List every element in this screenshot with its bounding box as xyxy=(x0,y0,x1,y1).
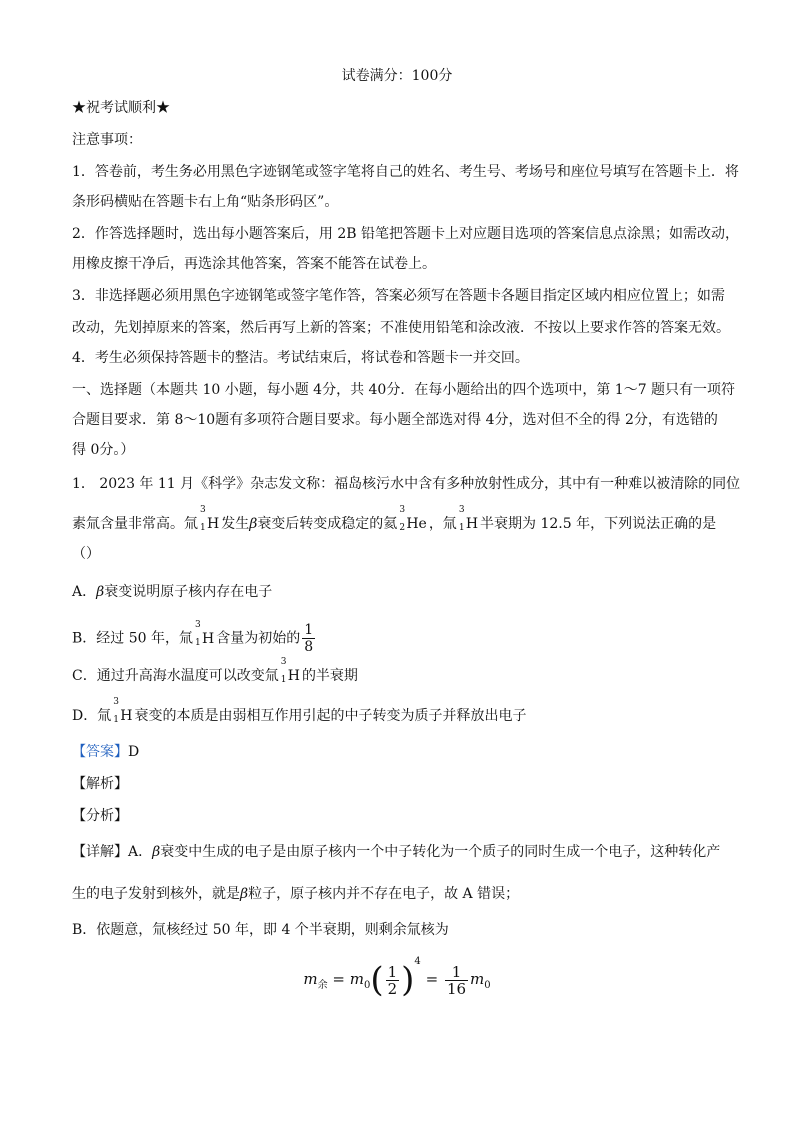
equals-sign: = xyxy=(332,970,345,988)
fraction xyxy=(445,964,468,997)
notice-line: 4．考生必须保持答题卡的整洁。考试结束后，将试卷和答题卡一并交回。 xyxy=(72,350,529,366)
denominator: 2 xyxy=(387,979,398,998)
atomic-number: 1 xyxy=(195,637,201,648)
text: 粒子，原子核内并不存在电子，故 A 错误； xyxy=(248,886,520,902)
option-text: 的半衰期 xyxy=(301,668,358,684)
analysis-tag: 【解析】 xyxy=(72,776,128,792)
subscript: 0 xyxy=(484,980,491,991)
option-label: C．通过升高海水温度可以改变氚 xyxy=(72,668,279,684)
option-text: 衰变的本质是由弱相互作用引起的中子转变为质子并释放出电子 xyxy=(134,708,527,724)
numerator: 1 xyxy=(387,962,398,981)
tritium-nuclide xyxy=(458,505,479,534)
atomic-number: 1 xyxy=(280,675,287,685)
text: ，氚 xyxy=(428,516,457,532)
detail-line: B．依题意，氚核经过 50 年，即 4 个半衰期，则剩余氚核为 xyxy=(72,922,449,938)
mass-number: 3 xyxy=(458,505,465,515)
element-symbol: H xyxy=(207,516,220,532)
mass-number: 3 xyxy=(200,505,206,515)
atomic-number: 2 xyxy=(399,523,406,533)
section-line: 一、选择题（本题共 10 小题，每小题 4分，共 40分．在每小题给出的四个选项中，第 1～7 题只有一项符 xyxy=(72,382,736,398)
tritium-nuclide xyxy=(195,619,215,649)
mass-variable: m xyxy=(470,970,485,988)
option-text: 含量为初始的 xyxy=(216,630,301,647)
text: 衰变中生成的电子是由原子核内一个中子转化为一个质子的同时生成一个电子，这种转化产 xyxy=(160,844,721,860)
mass-number: 3 xyxy=(195,619,201,630)
answer-line xyxy=(72,742,139,762)
option-a xyxy=(72,582,272,602)
notice-line: 3．非选择题必须用黑色字迹钢笔或签字笔作答，答案必须写在答题卡各题目指定区域内相应位置上；如需 xyxy=(72,288,725,304)
detail-line xyxy=(72,884,519,904)
beta-symbol: β xyxy=(240,886,249,902)
section-line: 得 0分。） xyxy=(72,442,135,458)
numerator: 1 xyxy=(445,964,468,981)
text: A． xyxy=(128,844,153,860)
notice-line: 条形码横贴在答题卡右上角“贴条形码区”。 xyxy=(72,194,339,210)
mass-number: 3 xyxy=(280,657,287,667)
detail-line xyxy=(72,842,720,862)
notice-line: 2．作答选择题时，选出每小题答案后，用 2B 铅笔把答题卡上对应题目选项的答案信息点涂黑；如需改动， xyxy=(72,226,740,242)
numerator: 1 xyxy=(304,622,314,638)
beta-symbol: β xyxy=(152,844,161,860)
element-symbol: H xyxy=(120,708,133,724)
option-text: 衰变说明原子核内存在电子 xyxy=(104,584,273,600)
notice-title: 注意事项： xyxy=(72,132,142,148)
text: 素氚含量非常高。氚 xyxy=(72,516,198,532)
atomic-number: 1 xyxy=(200,523,206,533)
option-d xyxy=(72,697,527,726)
denominator: 8 xyxy=(304,639,314,655)
text: 半衰期为 12.5 年，下列说法正确的是 xyxy=(480,516,717,532)
mass-variable: m xyxy=(303,970,318,988)
option-c xyxy=(72,657,358,686)
mass-number: 3 xyxy=(399,505,406,515)
text: 衰变后转变成稳定的氦 xyxy=(257,516,398,532)
tritium-nuclide xyxy=(200,505,220,534)
detail-tag: 【详解】 xyxy=(72,844,128,860)
option-label: A． xyxy=(72,584,97,600)
fraction xyxy=(386,964,400,997)
notice-line: 改动，先划掉原来的答案，然后再写上新的答案；不准使用铅笔和涂改液．不按以上要求作答的答案无效。 xyxy=(72,320,730,336)
tritium-nuclide xyxy=(280,657,300,686)
right-paren: ) xyxy=(401,960,415,1000)
element-symbol: H xyxy=(202,630,215,647)
option-label: D．氚 xyxy=(72,708,112,724)
full-score: 试卷满分：100分 xyxy=(341,68,453,84)
beta-symbol: β xyxy=(96,584,105,600)
decay-formula xyxy=(0,956,794,1000)
text: 生的电子发射到核外，就是 xyxy=(72,886,240,902)
answer-value: D xyxy=(128,744,140,760)
exponent: 4 xyxy=(414,956,421,967)
option-label: B．经过 50 年，氚 xyxy=(72,630,194,647)
question-stem-line: 1． 2023 年 11 月《科学》杂志发文称：福岛核污水中含有多种放射性成分，其中有一种难以被清除的同位 xyxy=(72,476,741,492)
option-b xyxy=(72,619,317,655)
section-line: 合题目要求．第 8～10题有多项符合题目要求。每小题全部选对得 4分，选对但不全的得 2分，有选错的 xyxy=(72,412,718,428)
tritium-nuclide xyxy=(113,697,133,726)
left-paren: ( xyxy=(370,960,384,1000)
mass-variable: m xyxy=(349,970,364,988)
notice-line: 用橡皮擦干净后，再选涂其他答案，答案不能答在试卷上。 xyxy=(72,256,436,272)
subscript: 余 xyxy=(317,980,328,991)
helium-nuclide xyxy=(399,505,427,534)
atomic-number: 1 xyxy=(458,523,465,533)
question-paren: （） xyxy=(72,546,100,562)
element-symbol: He xyxy=(406,516,427,532)
denominator: 16 xyxy=(446,979,467,998)
beta-symbol: β xyxy=(249,516,258,532)
text: 发生 xyxy=(221,516,250,532)
element-symbol: H xyxy=(287,668,300,684)
element-symbol: H xyxy=(465,516,479,532)
fraction xyxy=(302,622,315,655)
notice-line: 1．答卷前，考生务必用黑色字迹钢笔或签字笔将自己的姓名、考生号、考场号和座位号填写在答题卡上．将 xyxy=(72,164,739,180)
fenxi-tag: 【分析】 xyxy=(72,808,128,824)
answer-tag: 【答案】 xyxy=(72,744,128,760)
subscript: 0 xyxy=(363,980,371,991)
equals-sign: = xyxy=(425,970,439,988)
blessing: ★祝考试顺利★ xyxy=(72,100,170,116)
question-stem-line xyxy=(72,505,717,534)
mass-number: 3 xyxy=(113,697,119,707)
atomic-number: 1 xyxy=(113,715,119,725)
